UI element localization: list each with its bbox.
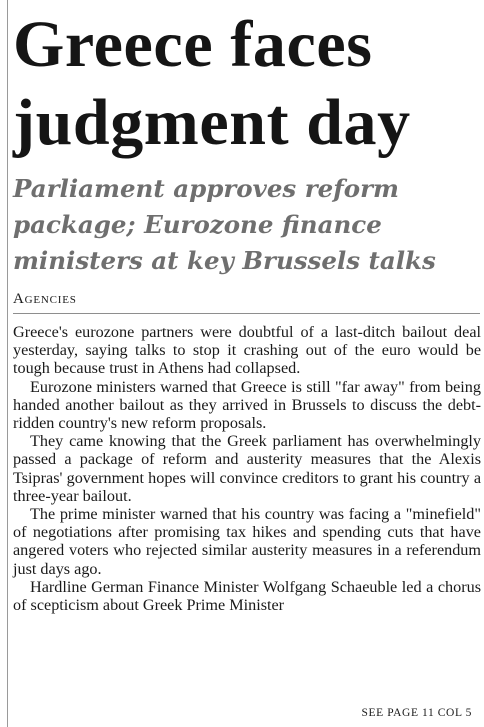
article-paragraph: They came knowing that the Greek parliament has overwhelmingly passed a package of reform and austerity measures that the Alexis Tsipras' government hopes will convince creditors to grant his country a three-year bailout.	[13, 432, 481, 505]
subheadline: Parliament approves reform package; Eurozone finance ministers at key Brussels talks	[13, 174, 436, 275]
article-paragraph: Eurozone ministers warned that Greece is still "far away" from being handed another bailout as they arrived in Brussels to discuss the debt-ridden country's new reform proposals.	[13, 377, 481, 433]
byline: Agencies	[13, 291, 77, 307]
article-paragraph: Greece's eurozone partners were doubtful of a last-ditch bailout deal yesterday, saying talks to stop it crashing out of the euro would be tough because trust in Athens had collapsed.	[13, 323, 481, 378]
article-paragraph: The prime minister warned that his country was facing a "minefield" of negotiations after promising tax hikes and spending cuts that have angered voters who rejected similar austerity measures in a referendum just days ago.	[13, 505, 481, 578]
headline: Greece faces judgment day	[13, 8, 411, 159]
continuation-jump: SEE PAGE 11 COL 5	[361, 707, 472, 719]
article-paragraph: Hardline German Finance Minister Wolfgang Schaeuble led a chorus of scepticism about Greek Prime Minister	[13, 577, 481, 615]
column-rule	[7, 0, 8, 727]
byline-divider	[13, 313, 480, 314]
article-body	[13, 323, 481, 614]
